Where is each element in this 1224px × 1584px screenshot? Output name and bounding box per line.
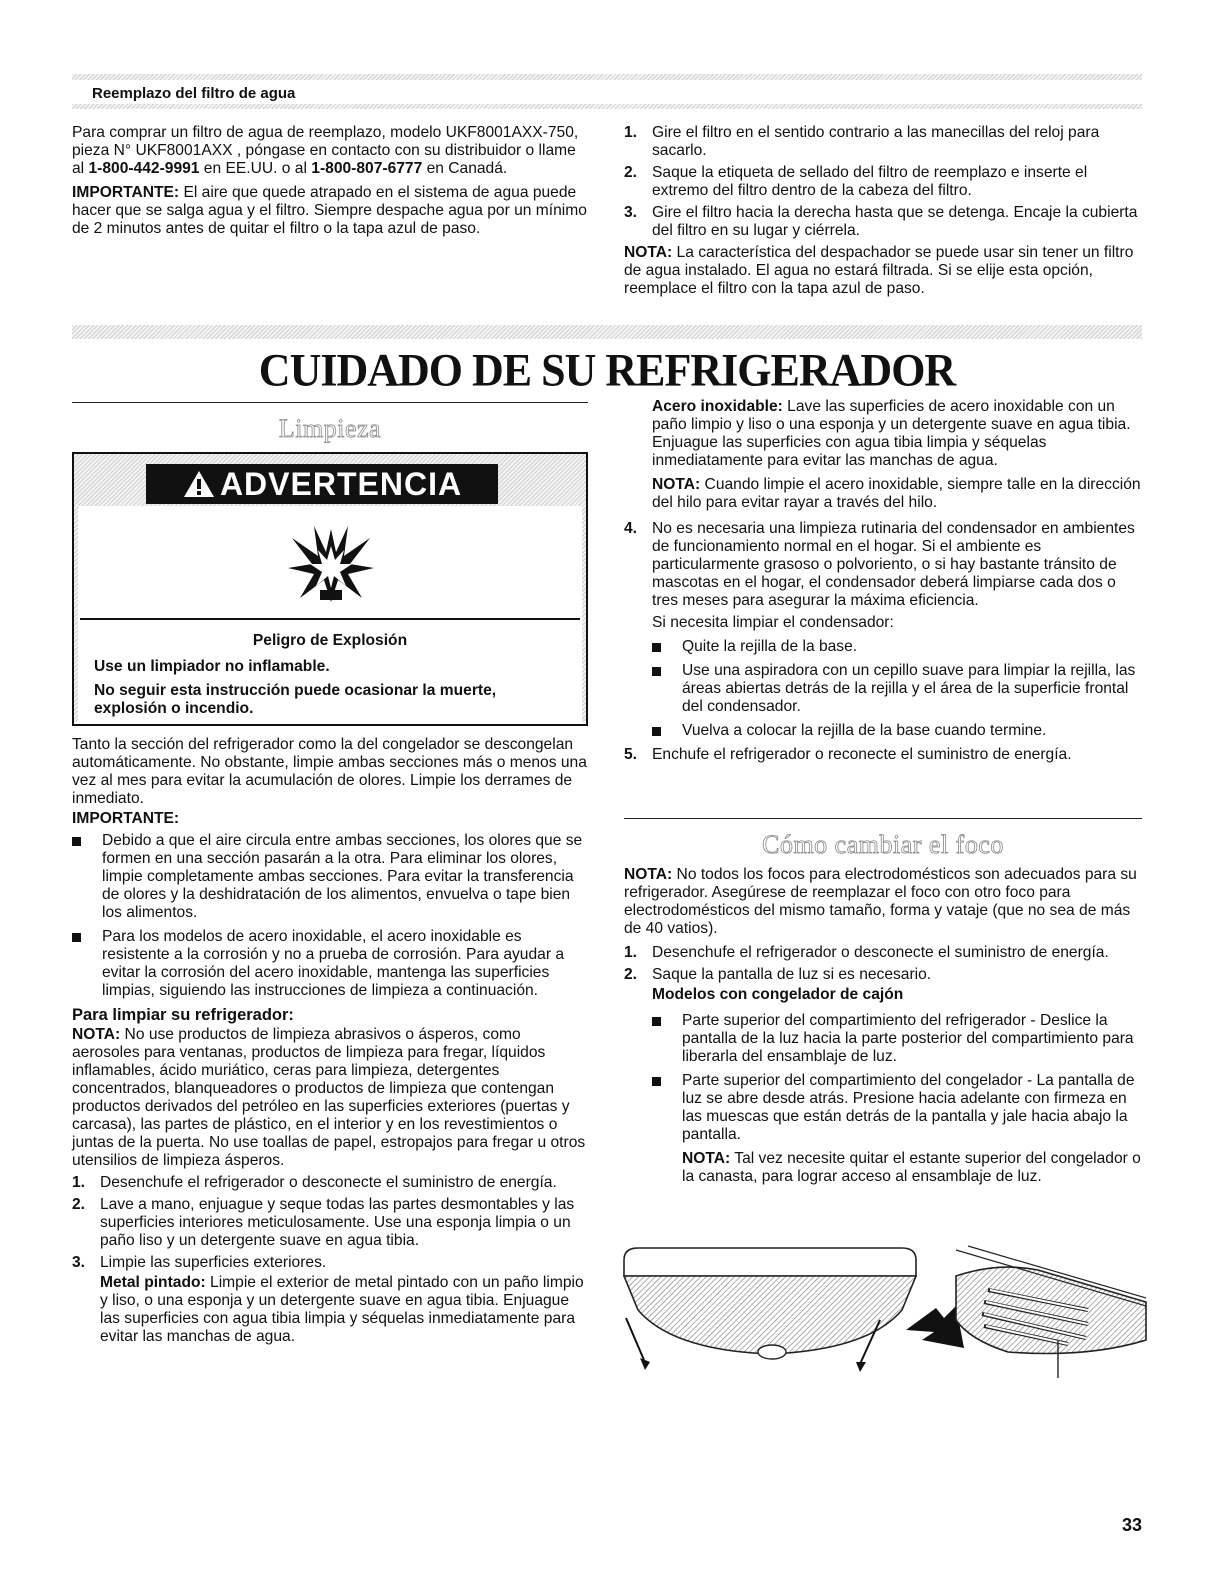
list-item: 1. Desenchufe el refrigerador o desconecte el suministro de energía. bbox=[72, 1174, 557, 1191]
filter-important-paragraph: IMPORTANTE: El aire que quede atrapado en el sistema de agua puede hacer que se salga agua y el filtro. Siempre despache agua por un mínimo de 2 minutos antes de quitar el filtro o la tapa azul de paso. bbox=[72, 184, 587, 237]
phone-us: 1-800-442-9991 bbox=[88, 160, 200, 177]
metal-pintado: Metal pintado: Limpie el exterior de metal pintado con un paño limpio y liso, o una esponja y un detergente suave en agua tibia. Enjuague las superficies con agua tibia limpia y séquelas inmediatamente para evitar las manchas de agua. bbox=[100, 1274, 584, 1345]
warning-side-left bbox=[74, 506, 78, 722]
foco-steps bbox=[624, 944, 1144, 984]
filter-left-column bbox=[72, 124, 592, 244]
filter-purchase-paragraph: Para comprar un filtro de agua de reemplazo, modelo UKF8001AXX-750, pieza N° UKF8001AXX , póngase en contacto con su distribuidor o llame al 1-800-442-9991 en EE.UU. o al 1-800-807-6777 en Canadá. bbox=[72, 124, 579, 177]
modelos-bullets bbox=[652, 1012, 1144, 1144]
list-item: Parte superior del compartimiento del refrigerador - Deslice la pantalla de la luz hacia la parte posterior del compartimiento para liberarla del ensamblaje de luz. bbox=[652, 1012, 1144, 1066]
list-item: Quite la rejilla de la base. bbox=[652, 638, 1144, 656]
list-item: 4. No es necesaria una limpieza rutinaria del condensador en ambientes de funcionamiento normal en el hogar. Si el ambiente es particularmente grasoso o polvoriento, o si hay bastante tránsito de mascotas en el hogar, el condensador deberá limpiarse cada dos o tres meses para asegurar la máxima eficiencia. bbox=[624, 520, 1135, 609]
modelos-note: NOTA: Tal vez necesite quitar el estante superior del congelador o la canasta, para lograr acceso al ensamblaje de luz. bbox=[682, 1150, 1141, 1185]
list-item: 5. Enchufe el refrigerador o reconecte el suministro de energía. bbox=[624, 746, 1072, 763]
list-item: Debido a que el aire circula entre ambas secciones, los olores que se formen en una sección pasarán a la otra. Para eliminar los olores, limpie completamente ambas secciones. Para evitar la transferencia de olores y la deshidratación de los alimentos, envuelva o tape bien los alimentos. bbox=[72, 832, 588, 922]
list-item: 3. Gire el filtro hacia la derecha hasta que se detenga. Encaje la cubierta del filtro en su lugar y ciérrela. bbox=[624, 204, 1138, 239]
left-column-rule bbox=[72, 402, 588, 403]
warning-text-area bbox=[80, 620, 580, 720]
warning-header-text: ADVERTENCIA bbox=[219, 466, 463, 502]
limpieza-intro: Tanto la sección del refrigerador como la del congelador se descongelan automáticamente. No obstante, limpie ambas secciones más o menos una vez al mes para evitar la acumulación de olores. Limpie los derrames de inmediato. bbox=[72, 736, 587, 807]
warning-box bbox=[72, 452, 588, 726]
filter-right-column bbox=[624, 124, 1144, 298]
modelos-head: Modelos con congelador de cajón bbox=[652, 986, 904, 1003]
list-item: 2. Lave a mano, enjuague y seque todas las partes desmontables y las superficies interiores meticulosamente. Use una esponja limpia o un paño liso y un detergente suave en agua tibia. bbox=[72, 1196, 575, 1249]
warning-header bbox=[146, 464, 498, 504]
foco-title: Cómo cambiar el foco bbox=[762, 830, 1004, 859]
list-item: Para los modelos de acero inoxidable, el acero inoxidable es resistente a la corrosión y no a prueba de corrosión. Para ayudar a evitar la corrosión del acero inoxidable, mantenga las superficies limpias, siguiendo las instrucciones de limpieza a continuación. bbox=[72, 928, 588, 1000]
list-item: 3. Limpie las superficies exteriores. bbox=[72, 1254, 327, 1271]
filter-steps-list bbox=[624, 124, 1144, 240]
limpieza-important-label: IMPORTANTE: bbox=[72, 810, 180, 827]
list-item: Use una aspiradora con un cepillo suave para limpiar la rejilla, las áreas abiertas detrás de la rejilla y el área de la superficie frontal del condensador. bbox=[652, 662, 1144, 716]
filter-section-header bbox=[72, 78, 1142, 106]
acero-note: NOTA: Cuando limpie el acero inoxidable, siempre talle en la dirección del hilo para evitar rayar a través del hilo. bbox=[652, 476, 1141, 511]
warning-side-right bbox=[582, 506, 586, 722]
step-5-list bbox=[624, 746, 1144, 764]
acero-inoxidable: Acero inoxidable: Lave las superficies de acero inoxidable con un paño limpio y liso o una esponja y un detergente suave en agua tibia. Enjuague las superficies con agua tibia limpia y séquelas inmediatamente para evitar las manchas de agua. bbox=[652, 398, 1131, 469]
list-item: Vuelva a colocar la rejilla de la base cuando termine. bbox=[652, 722, 1144, 740]
warning-line1: Use un limpiador no inflamable. bbox=[94, 658, 330, 675]
limpieza-bullets bbox=[72, 832, 588, 1000]
list-item: 2. Saque la etiqueta de sellado del filtro de reemplazo e inserte el extremo del filtro dentro de la cabeza del filtro. bbox=[624, 164, 1088, 199]
condensador-bullets bbox=[652, 638, 1144, 740]
limpieza-body bbox=[72, 736, 588, 1346]
warning-icon-area bbox=[80, 506, 580, 620]
condensador-intro: Si necesita limpiar el condensador: bbox=[652, 614, 894, 631]
foco-body bbox=[624, 866, 1144, 1186]
warning-danger: Peligro de Explosión bbox=[252, 632, 408, 649]
limpieza-title: Limpieza bbox=[278, 414, 382, 443]
section-separator bbox=[72, 325, 1142, 339]
right-column-rule bbox=[624, 818, 1142, 819]
light-cover-illustration bbox=[618, 1240, 1148, 1380]
list-item: 1. Desenchufe el refrigerador o desconecte el suministro de energía. bbox=[624, 944, 1109, 961]
limpieza-subhead: Para limpiar su refrigerador: bbox=[72, 1006, 294, 1024]
warning-line2: No seguir esta instrucción puede ocasionar la muerte, explosión o incendio. bbox=[94, 682, 497, 717]
list-item: 1. Gire el filtro en el sentido contrario a las manecillas del reloj para sacarlo. bbox=[624, 124, 1100, 159]
right-column bbox=[624, 398, 1144, 768]
phone-canada: 1-800-807-6777 bbox=[311, 160, 423, 177]
page-number: 33 bbox=[1121, 1515, 1142, 1535]
foco-note: NOTA: No todos los focos para electrodomésticos son adecuados para su refrigerador. Asegúrese de reemplazar el foco con otro foco para electrodomésticos del mismo tamaño, forma y vataje (que no sea de más de 40 vatios). bbox=[624, 866, 1137, 937]
filter-section-header-text: Reemplazo del filtro de agua bbox=[92, 85, 296, 102]
page-title: CUIDADO DE SU REFRIGERADOR bbox=[258, 344, 956, 397]
limpieza-steps bbox=[72, 1174, 588, 1272]
warning-triangle-icon bbox=[182, 469, 216, 499]
list-item: 2. Saque la pantalla de luz si es necesario. bbox=[624, 966, 932, 983]
limpieza-note: NOTA: No use productos de limpieza abrasivos o ásperos, como aerosoles para ventanas, productos de limpieza para fregar, líquidos inflamables, ácido muriático, ceras para limpieza, detergentes concentrados, blanqueadores o productos de limpieza que contengan productos derivados del petróleo en las superficies exteriores (puertas y carcasa), las partes de plástico, en el interior y en los revestimientos o juntas de la puerta. No use toallas de papel, estropajos para fregar u otros utensilios de limpieza ásperos. bbox=[72, 1026, 586, 1169]
step-4-list bbox=[624, 520, 1144, 610]
list-item: Parte superior del compartimiento del congelador - La pantalla de luz se abre desde atrás. Presione hacia adelante con firmeza en las muescas que están detrás de la pantalla y jale hacia abajo la pantalla. bbox=[652, 1072, 1144, 1144]
filter-note: NOTA: La característica del despachador se puede usar sin tener un filtro de agua instalado. El agua no estará filtrada. Si se elije esta opción, reemplace el filtro con la tapa azul de paso. bbox=[624, 244, 1134, 297]
explosion-icon bbox=[286, 524, 376, 604]
